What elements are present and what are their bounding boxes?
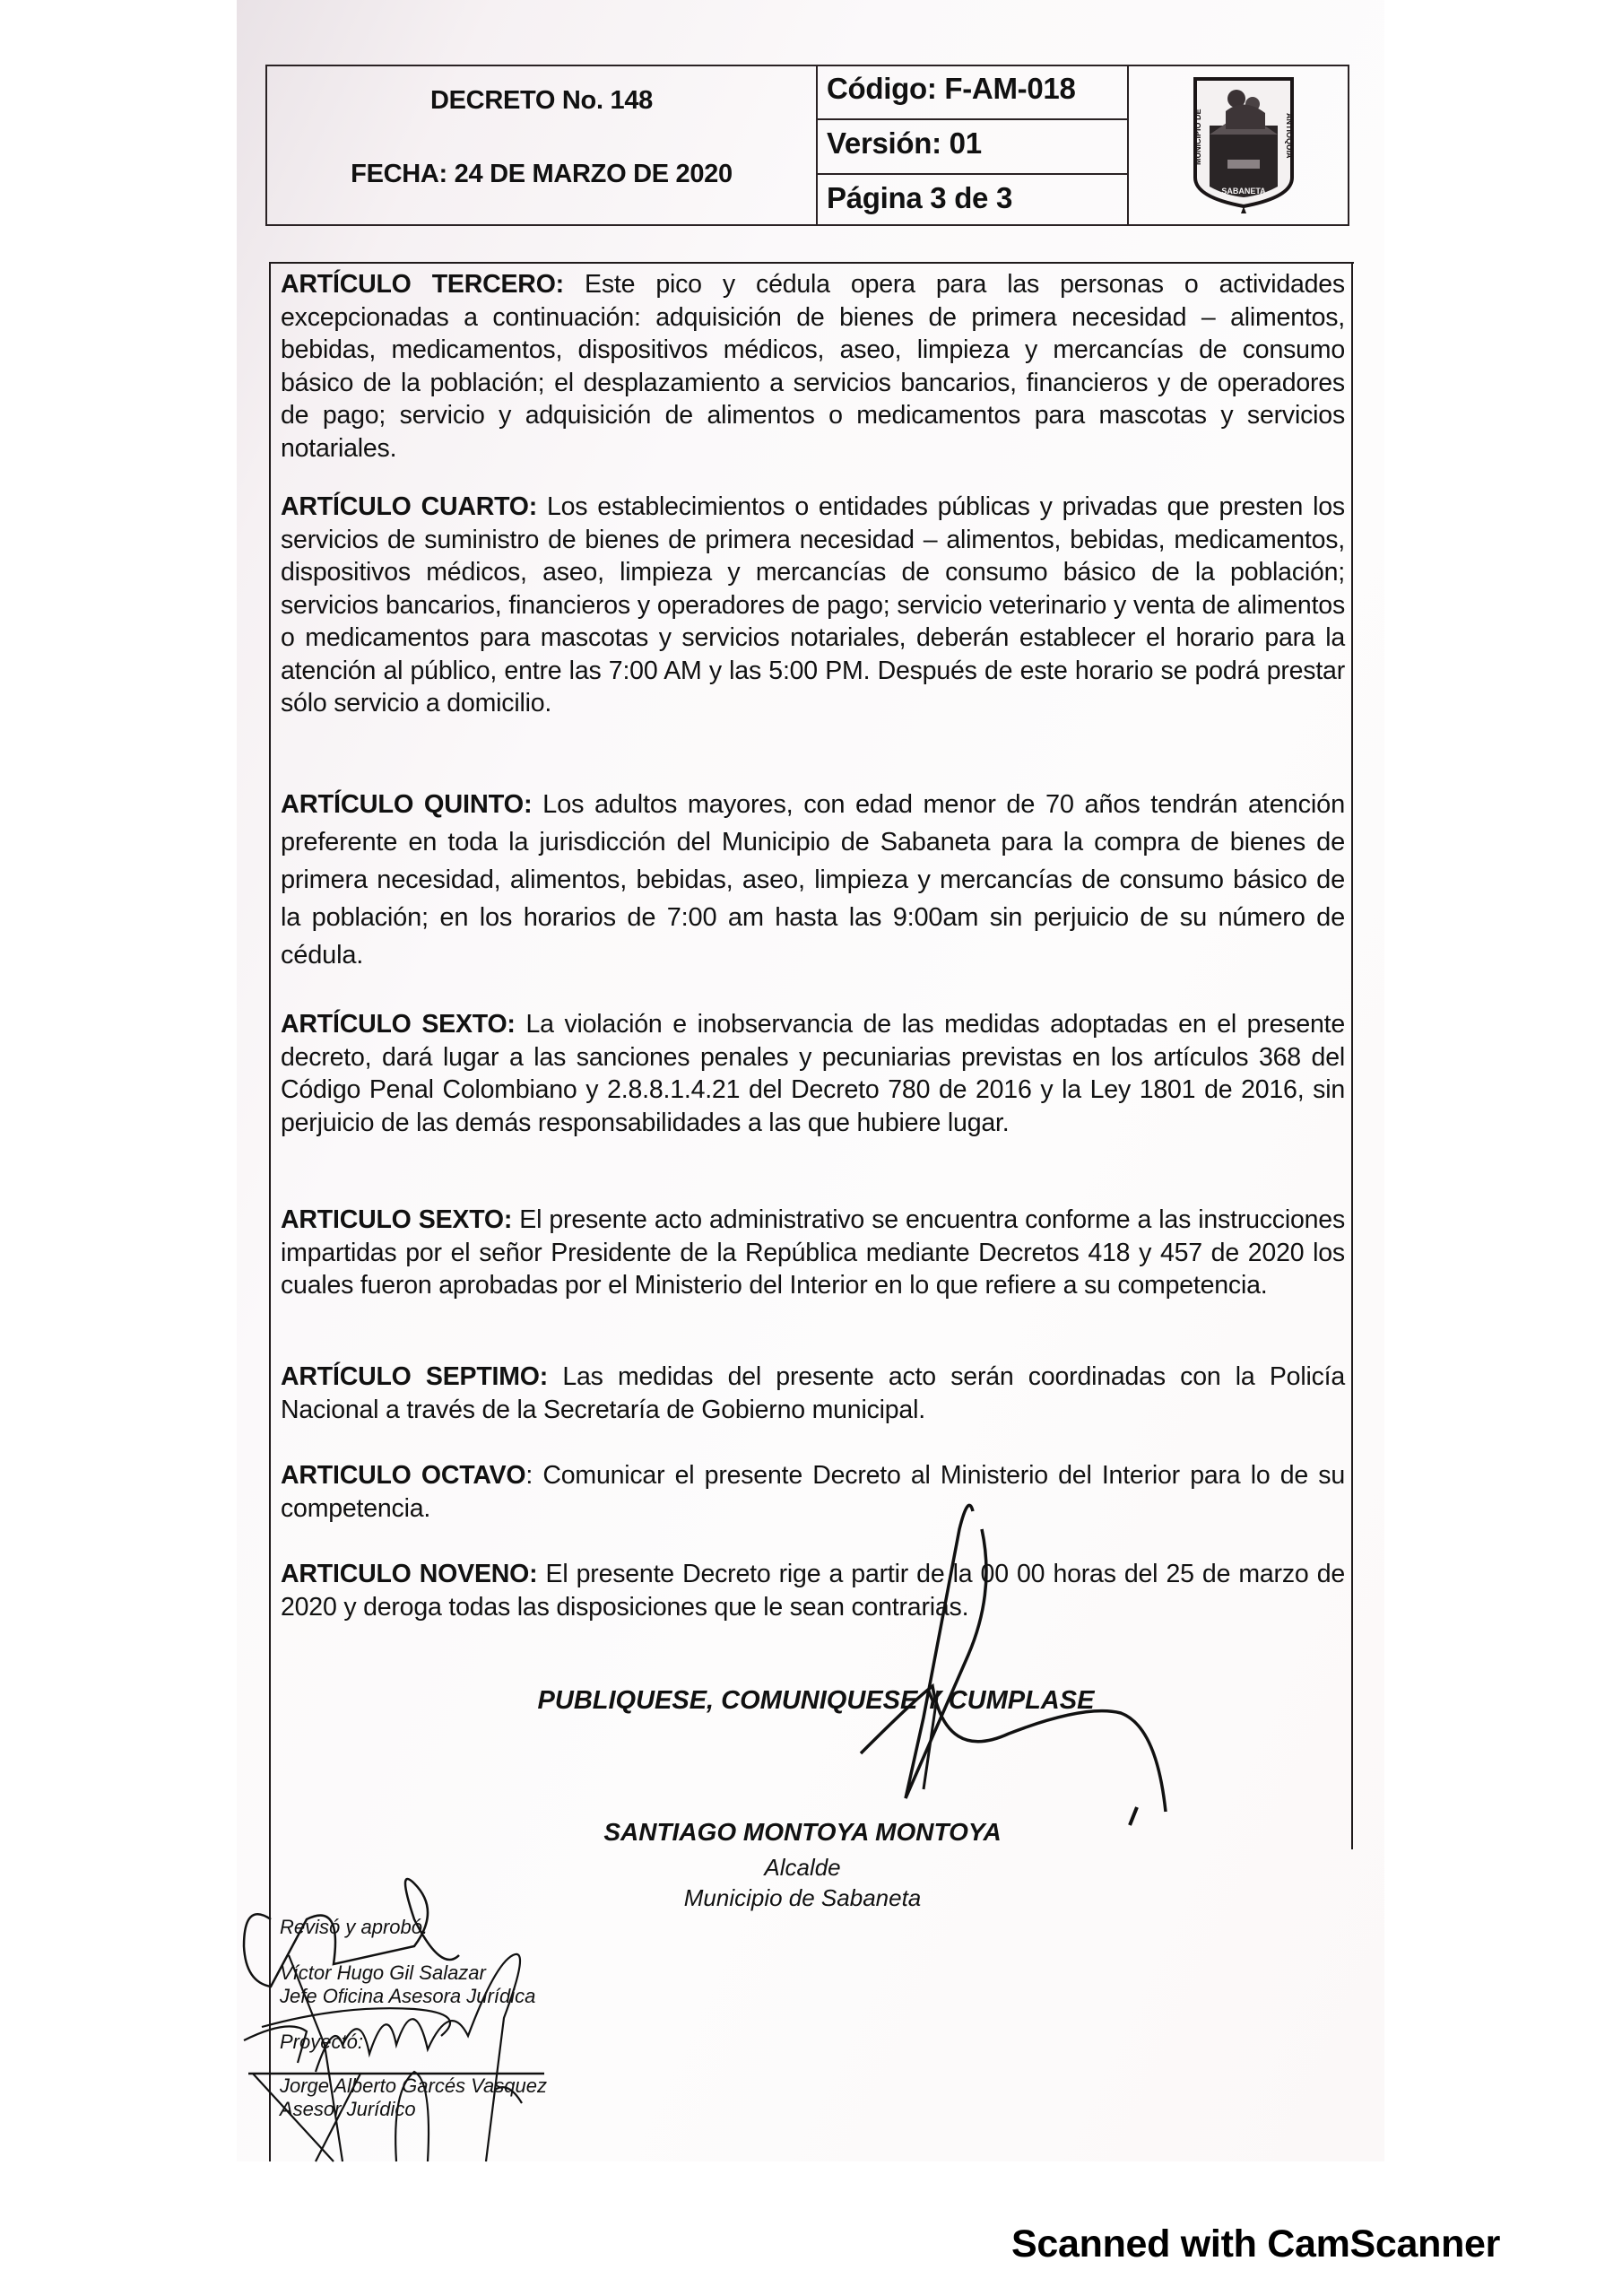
article-text: La violación e inobservancia de las medidas adoptadas en el presente decreto, dará lugar a las sanciones penales y pecuniarias previstas en los artículos 368 del Código Penal Colombiano y 2.8.8.1.4.21 del Decreto 780 de 2016 y la Ley 1801 de 2016, sin perjuicio de las demás responsabilidades a las que hubiere lugar. [281,1010,1345,1137]
article-heading: ARTICULO SEXTO: [281,1205,513,1234]
article-heading: ARTICULO OCTAVO [281,1461,526,1490]
reviewer-name: Víctor Hugo Gil Salazar [280,1961,486,1984]
article-heading: ARTÍCULO CUARTO: [281,492,538,521]
article-heading: ARTICULO NOVENO: [281,1560,538,1588]
header-divider [816,118,1129,120]
logo-text-right: ANTIOQUIA [1285,113,1294,159]
mayor-signature [699,1493,1148,1834]
closing-formula: PUBLIQUESE, COMUNIQUESE Y CUMPLASE [537,1686,1095,1715]
article-heading: ARTÍCULO TERCERO: [281,270,564,299]
article-heading: ARTÍCULO SEPTIMO: [281,1362,549,1391]
document-header [265,65,1349,226]
header-divider [816,173,1129,175]
logo-text-bottom: SABANETA [1221,187,1266,196]
signer-entity: Municipio de Sabaneta [683,1884,922,1911]
reviewer-role: Jefe Oficina Asesora Jurídica [280,1985,536,2007]
drafted-label: Proyectó: [280,2031,363,2053]
drafter-name: Jorge Alberto Garcés Vasquez [280,2074,547,2097]
article-text: Las medidas del presente acto serán coordinadas con la Policía Nacional a través de la Secretaría de Gobierno municipal. [281,1362,1345,1424]
article-septimo [281,1361,1345,1426]
article-sexto-second [281,1204,1345,1302]
logo-text-left: MUNICIPIO DE [1193,109,1202,165]
article-tercero [281,268,1345,465]
signer-role: Alcalde [764,1854,841,1881]
document-version: Versión: 01 [827,126,982,160]
article-heading: ARTÍCULO QUINTO: [281,790,533,819]
article-text: Los adultos mayores, con edad menor de 70 años tendrán atención preferente en toda la jurisdicción del Municipio de Sabaneta para la compra de bienes de primera necesidad, alimentos, bebidas, aseo, limpieza y mercancías de consumo básico de la población; en los horarios de 7:00 am hasta las 9:00am sin perjuicio de su número de cédula. [281,790,1345,970]
article-cuarto [281,491,1345,720]
header-divider [816,66,818,224]
decree-date: FECHA: 24 DE MARZO DE 2020 [351,160,733,188]
reviewer-signatures [235,1866,558,2161]
article-text: Los establecimientos o entidades públicas y privadas que presten los servicios de suministro de bienes de primera necesidad – alimentos, bebidas, medicamentos, dispositivos médicos, aseo, limpieza y mercancías de consumo básico de la población; servicios bancarios, financieros y operadores de pago; servicio veterinario y venta de alimentos o medicamentos para mascotas y servicios notariales, deberán establecer el horario para la atención al público, entre las 7:00 AM y las 5:00 PM. Después de este horario se podrá prestar sólo servicio a domicilio. [281,492,1345,718]
coat-of-arms-logo [1190,72,1297,215]
article-heading: ARTÍCULO SEXTO: [281,1010,516,1039]
drafter-role: Asesor Jurídico [280,2098,416,2120]
document-code: Código: F-AM-018 [827,72,1076,105]
reviewed-label: Revisó y aprobó: [280,1916,429,1938]
article-sexto [281,1008,1345,1139]
article-text: El presente acto administrativo se encuentra conforme a las instrucciones impartidas por el señor Presidente de la República mediante Decretos 418 y 457 de 2020 los cuales fueron aprobadas por el Ministerio del Interior en lo que refiere a su competencia. [281,1205,1345,1300]
body-border-right [1351,262,1353,1849]
article-text: El presente Decreto rige a partir de la 00 00 horas del 25 de marzo de 2020 y deroga todas las disposiciones que le sean contrarias. [281,1560,1345,1622]
article-text: : Comunicar el presente Decreto al Ministerio del Interior para lo de su competencia. [281,1461,1345,1523]
page-number: Página 3 de 3 [827,181,1013,214]
scanner-watermark: Scanned with CamScanner [1011,2222,1501,2266]
article-text: Este pico y cédula opera para las personas o actividades excepcionadas a continuación: adquisición de bienes de primera necesidad – alimentos, bebidas, medicamentos, dispositivos médicos, aseo, limpieza y mercancías de consumo básico de la población; el desplazamiento a servicios bancarios, financieros y de operadores de pago; servicio y adquisición de alimentos o medicamentos para mascotas y servicios notariales. [281,270,1345,463]
article-quinto [281,786,1345,974]
signer-name: SANTIAGO MONTOYA MONTOYA [603,1818,1002,1846]
header-divider [1127,66,1129,224]
decree-number: DECRETO No. 148 [430,86,653,115]
body-border-top [269,262,1354,264]
